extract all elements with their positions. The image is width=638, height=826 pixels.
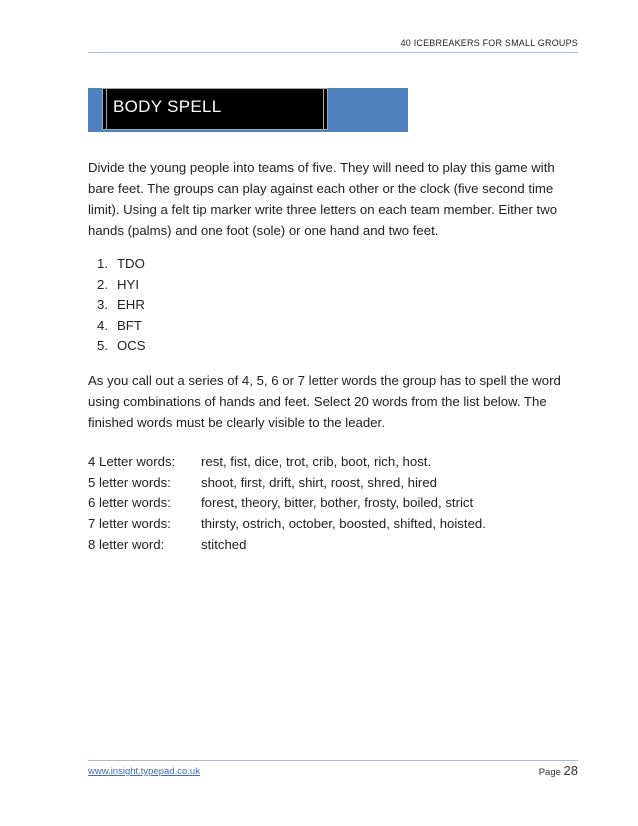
word-list-label: 5 letter words: [88, 474, 171, 490]
list-item [88, 254, 146, 275]
page-footer [88, 760, 578, 783]
word-list-words: rest, fist, dice, trot, crib, boot, rich, host. [201, 454, 432, 469]
section-title-bar [88, 88, 408, 132]
word-list-row [88, 493, 486, 514]
instructions-paragraph: As you call out a series of 4, 5, 6 or 7 letter words the group has to spell the word using combinations of hands and feet. Select 20 words from the list below. The finished words must be clearly visible to the leader. [88, 373, 561, 430]
word-list-words: thirsty, ostrich, october, boosted, shifted, hoisted. [201, 516, 486, 532]
list-item [88, 336, 146, 357]
word-list-label: 7 letter words: [88, 516, 171, 532]
list-item [88, 295, 146, 316]
list-number: 4. [97, 317, 108, 333]
word-lists [88, 452, 486, 555]
list-item [88, 275, 146, 296]
letter-code: HYI [117, 276, 139, 292]
word-list-row [88, 535, 486, 556]
page-indicator [539, 763, 578, 778]
section-title: BODY SPELL [113, 97, 222, 116]
letter-set-list [88, 254, 146, 357]
list-number: 1. [97, 256, 108, 271]
page-label: Page [538, 767, 561, 778]
word-list-words: stitched [201, 536, 247, 552]
running-header [88, 38, 578, 53]
letter-code: EHR [117, 297, 145, 312]
list-number: 2. [97, 276, 108, 292]
word-list-row [88, 514, 486, 535]
word-list-words: forest, theory, bitter, bother, frosty, boiled, strict [201, 495, 474, 511]
page-number: 28 [563, 763, 578, 778]
letter-code: TDO [117, 256, 145, 271]
intro-paragraph: Divide the young people into teams of five. They will need to play this game with bare feet. The groups can play against each other or the clock (five second time limit). Using a felt tip marker write three letters on each team member. Either two hands (palms) and one foot (sole) or one hand and two feet. [88, 160, 558, 238]
letter-code: BFT [117, 317, 142, 333]
letter-code: OCS [117, 338, 146, 353]
header-title: 40 ICEBREAKERS FOR SMALL GROUPS [400, 38, 578, 48]
section-title-box [102, 88, 328, 130]
list-number: 5. [97, 338, 108, 353]
word-list-row [88, 452, 486, 473]
list-item [88, 316, 146, 337]
word-list-row [88, 473, 486, 494]
word-list-words: shoot, first, drift, shirt, roost, shred, hired [201, 474, 437, 490]
word-list-label: 6 letter words: [88, 495, 171, 511]
website-link[interactable]: www.insight.typepad.co.uk [88, 766, 200, 777]
word-list-label: 8 letter word: [88, 536, 165, 552]
list-number: 3. [97, 297, 108, 312]
word-list-label: 4 Letter words: [88, 454, 176, 469]
